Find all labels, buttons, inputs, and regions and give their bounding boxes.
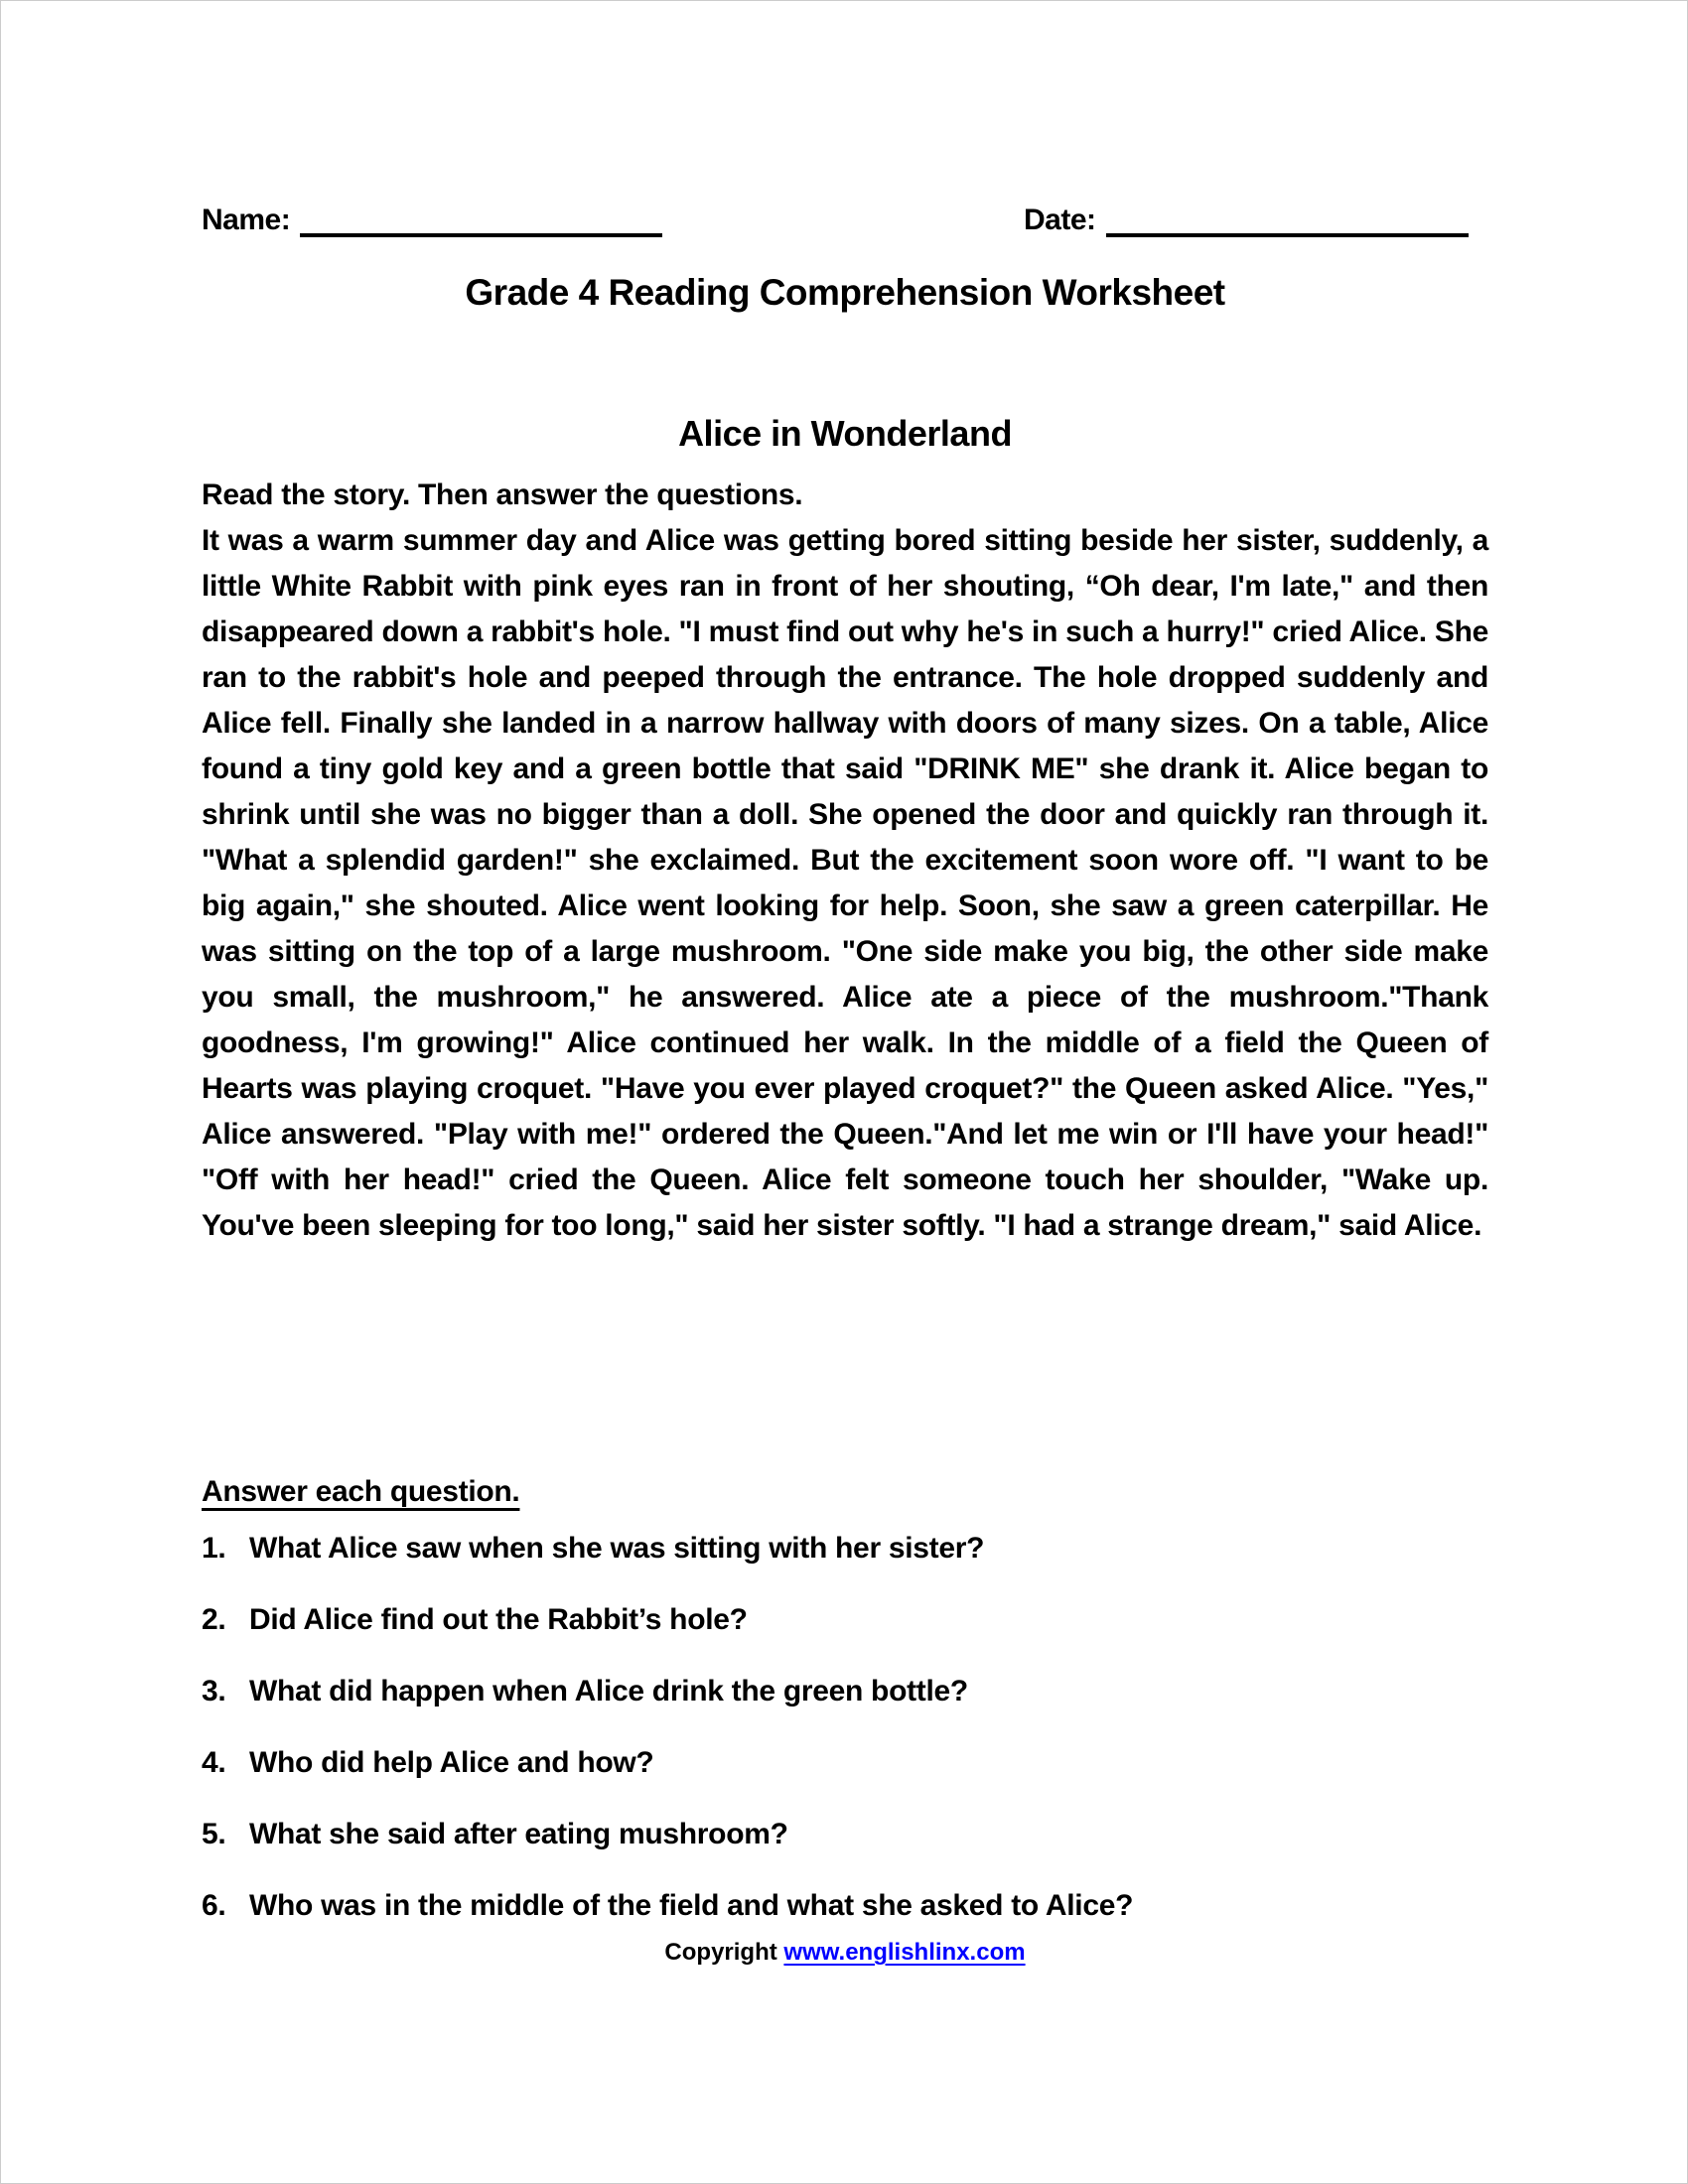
question-number: 1.: [202, 1532, 226, 1565]
date-label: Date:: [1024, 204, 1096, 236]
name-blank-line: [300, 204, 662, 237]
copyright-line: [1, 1937, 1688, 1969]
question-number: 5.: [202, 1818, 226, 1850]
question-text: What she said after eating mushroom?: [249, 1818, 788, 1850]
questions-list: [202, 1530, 1488, 1959]
question-row: [202, 1601, 1488, 1673]
question-text: Who did help Alice and how?: [249, 1746, 654, 1779]
question-number: 4.: [202, 1746, 226, 1779]
question-row: [202, 1816, 1488, 1887]
copyright-text: Copyright: [664, 1939, 784, 1966]
question-text: What Alice saw when she was sitting with her sister?: [249, 1532, 985, 1565]
question-number: 6.: [202, 1889, 226, 1922]
story-paragraph: It was a warm summer day and Alice was getting bored sitting beside her sister, suddenly, a little White Rabbit with pink eyes ran in front of her shouting, “Oh dear, I'm late," and then disappeared down a rabbit's hole. "I must find out why he's in such a hurry!" cried Alice. She ran to the rabbit's hole and peeped through the entrance. The hole dropped suddenly and Alice fell. Finally she landed in a narrow hallway with doors of many sizes. On a table, Alice found a tiny gold key and a green bottle that said "DRINK ME" she drank it. Alice began to shrink until she was no bigger than a doll. She opened the door and quickly ran through it. "What a splendid garden!" she exclaimed. But the excitement soon wore off. "I want to be big again," she shouted. Alice went looking for help. Soon, she saw a green caterpillar. He was sitting on the top of a large mushroom. "One side make you big, the other side make you small, the mushroom," he answered. Alice ate a piece of the mushroom."Thank goodness, I'm growing!" Alice continued her walk. In the middle of a field the Queen of Hearts was playing croquet. "Have you ever played croquet?" the Queen asked Alice. "Yes," Alice answered. "Play with me!" ordered the Queen."And let me win or I'll have your head!" "Off with her head!" cried the Queen. Alice felt someone touch her shoulder, "Wake up. You've been sleeping for too long," said her sister softly. "I had a strange dream," said Alice.: [202, 524, 1488, 1242]
instructions-text: Read the story. Then answer the questions.: [202, 478, 803, 511]
questions-heading: Answer each question.: [202, 1475, 520, 1508]
date-field: [1024, 204, 1469, 237]
question-text: Who was in the middle of the field and what she asked to Alice?: [249, 1889, 1134, 1922]
website-link[interactable]: www.englishlinx.com: [783, 1939, 1026, 1966]
date-blank-line: [1106, 204, 1469, 237]
question-text: Did Alice find out the Rabbit’s hole?: [249, 1603, 748, 1636]
name-field: [202, 204, 662, 237]
worksheet-subtitle: Alice in Wonderland: [678, 413, 1012, 454]
question-number: 2.: [202, 1603, 226, 1636]
question-row: [202, 1530, 1488, 1601]
question-row: [202, 1744, 1488, 1816]
question-row: [202, 1673, 1488, 1744]
question-text: What did happen when Alice drink the green bottle?: [249, 1675, 968, 1707]
question-number: 3.: [202, 1675, 226, 1707]
worksheet-title: Grade 4 Reading Comprehension Worksheet: [465, 272, 1225, 313]
name-label: Name:: [202, 204, 291, 236]
